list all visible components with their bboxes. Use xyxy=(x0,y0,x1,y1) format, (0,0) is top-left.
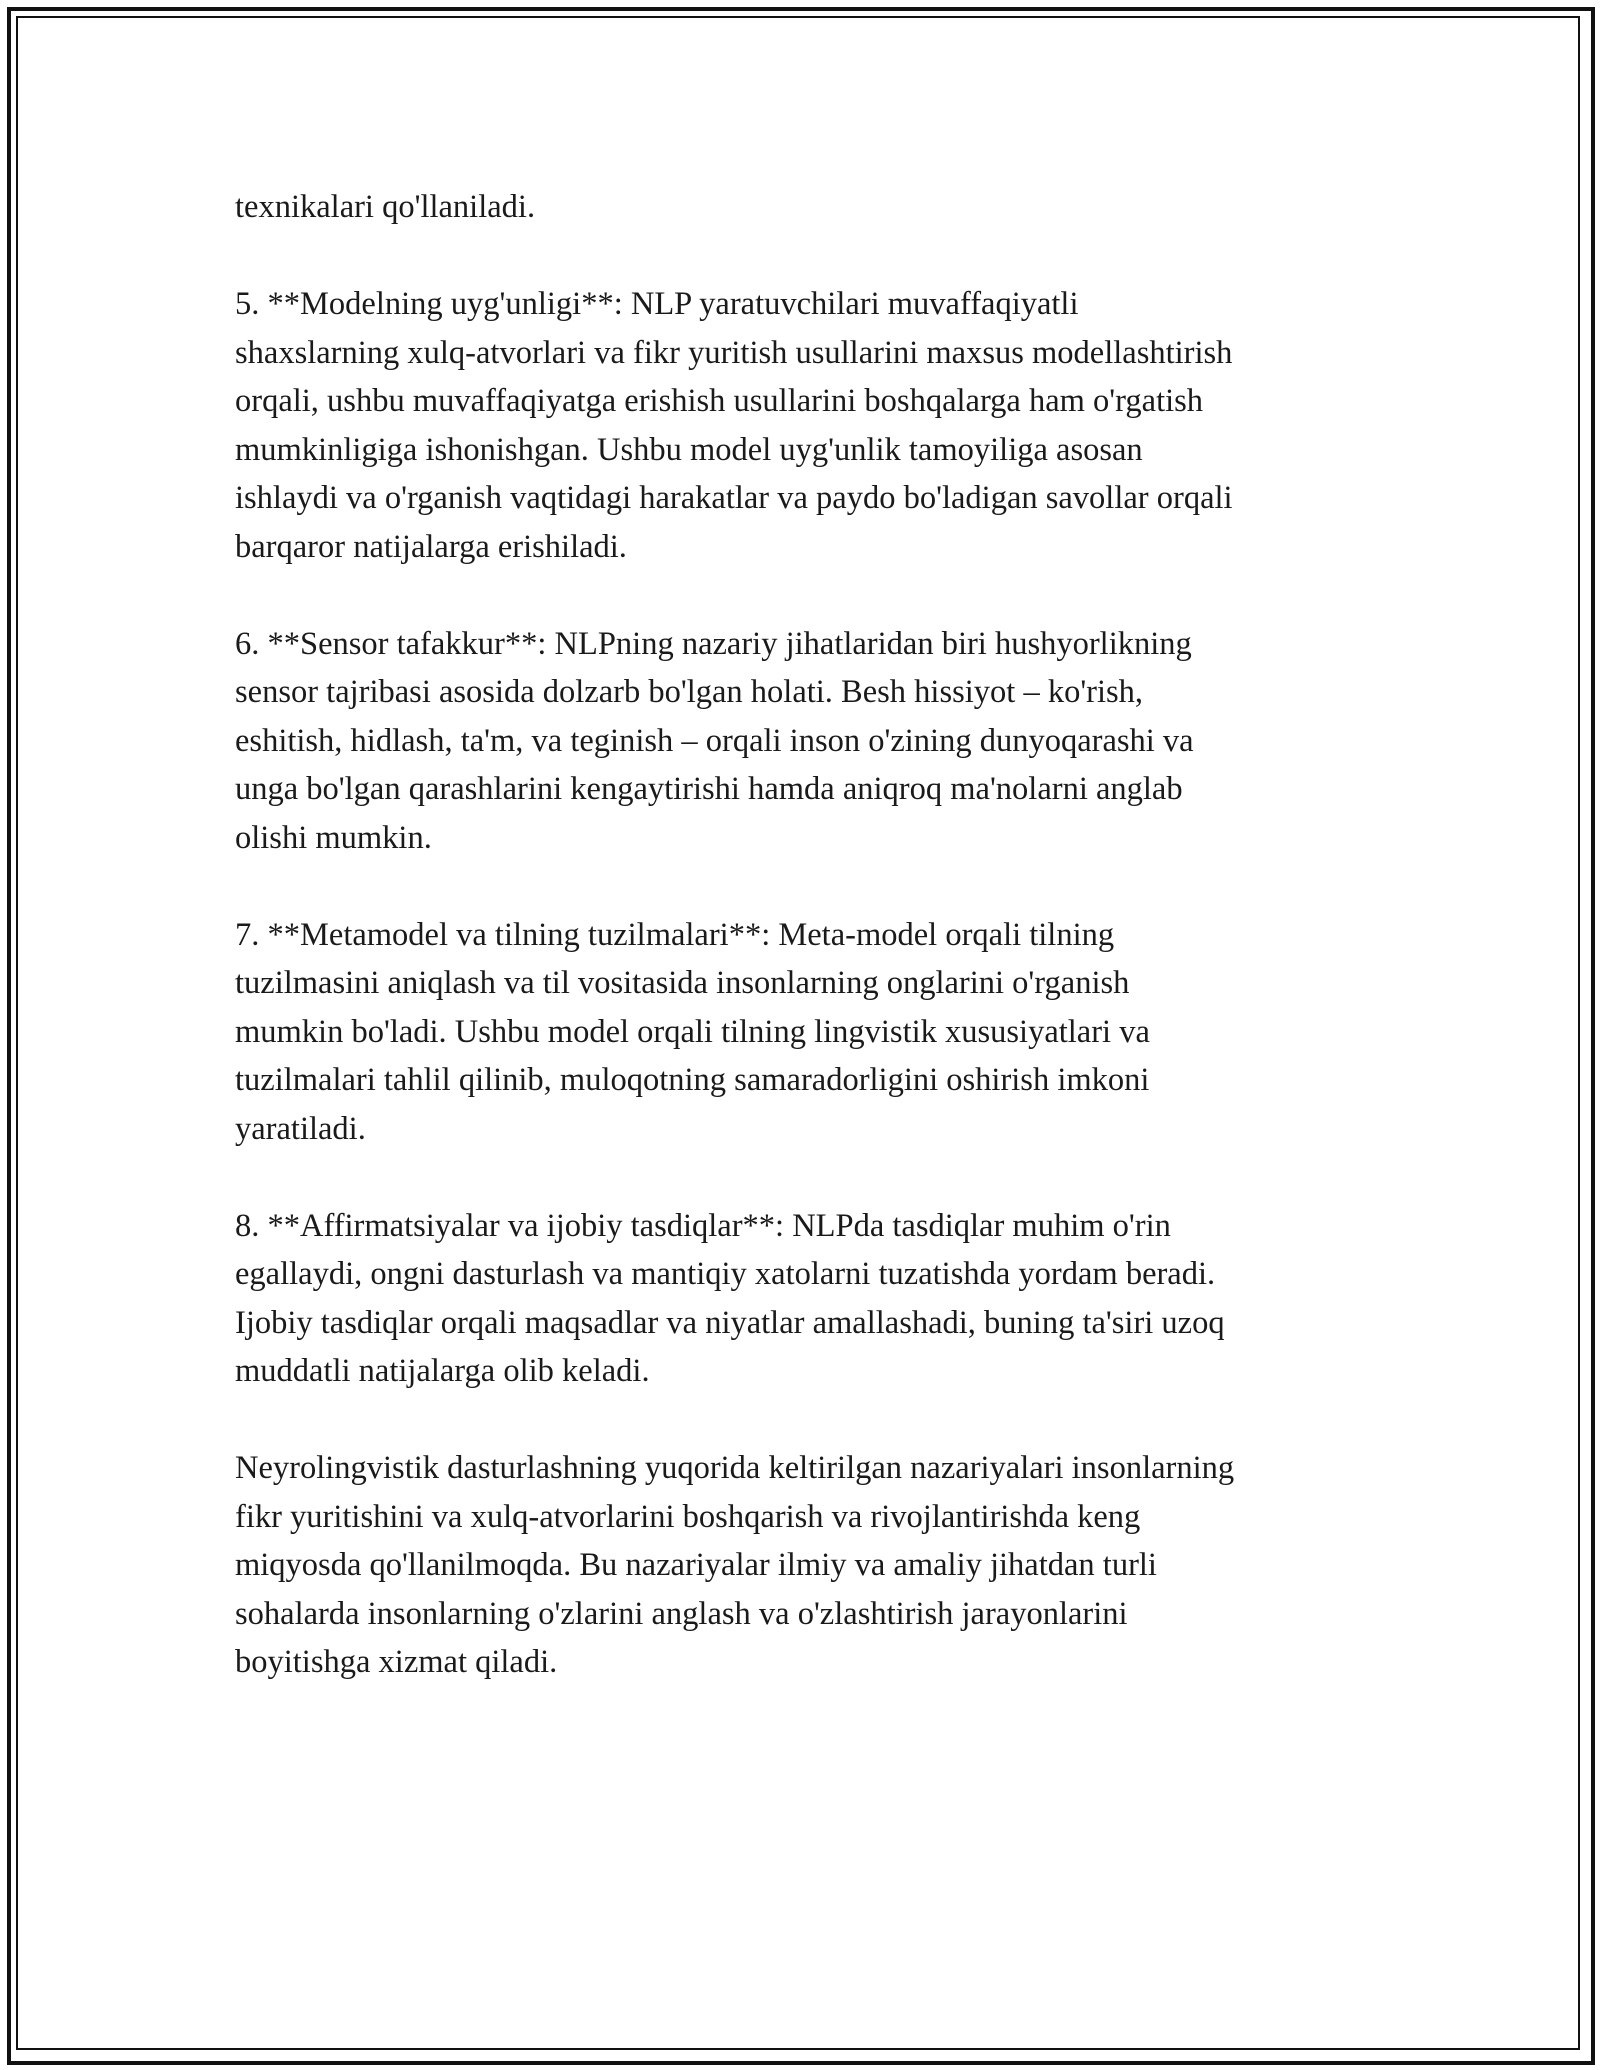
paragraph-item-7: 7. **Metamodel va tilning tuzilmalari**: Meta-model orqali tilning tuzilmasini aniqlash va til vositasida insonlarning onglarini o'rganish mumkin bo'ladi. Ushbu model orqali tilning lingvistik xususiyatlari va tuzilmalari tahlil qilinib, muloqotning samaradorligini oshirish imkoni yaratiladi. xyxy=(235,916,1150,1147)
paragraph-item-5: 5. **Modelning uyg'unligi**: NLP yaratuvchilari muvaffaqiyatli shaxslarning xulq-atvorlari va fikr yuritish usullarini maxsus modellashtirish orqali, ushbu muvaffaqiyatga erishish usullarini boshqalarga ham o'rgatish mumkinligiga ishonishgan. Ushbu model uyg'unlik tamoyiliga asosan ishlaydi va o'rganish vaqtidagi harakatlar va paydo bo'ladigan savollar orqali barqaror natijalarga erishiladi. xyxy=(235,286,1233,565)
paragraph-conclusion: Neyrolingvistik dasturlashning yuqorida keltirilgan nazariyalari insonlarning fikr yuritishini va xulq-atvorlarini boshqarish va rivojlantirishda keng miqyosda qo'llanilmoqda. Bu nazariyalar ilmiy va amaliy jihatdan turli sohalarda insonlarning o'zlarini anglash va o'zlashtirish jarayonlarini boyitishga xizmat qiladi. xyxy=(235,1450,1235,1680)
paragraph-item-8: 8. **Affirmatsiyalar va ijobiy tasdiqlar**: NLPda tasdiqlar muhim o'rin egallaydi, ongni dasturlash va mantiqiy xatolarni tuzatishda yordam beradi. Ijobiy tasdiqlar orqali maqsadlar va niyatlar amallashadi, buning ta'siri uzoq muddatli natijalarga olib keladi. xyxy=(235,1207,1225,1389)
paragraph-item-6: 6. **Sensor tafakkur**: NLPning nazariy jihatlaridan biri hushyorlikning sensor tajribasi asosida dolzarb bo'lgan holati. Besh hissiyot – ko'rish, eshitish, hidlash, ta'm, va teginish – orqali inson o'zining dunyoqarashi va unga bo'lgan qarashlarini kengaytirishi hamda aniqroq ma'nolarni anglab olishi mumkin. xyxy=(235,625,1194,856)
document-body xyxy=(235,183,1385,1735)
paragraph-continuation: texnikalari qo'llaniladi. xyxy=(235,189,536,225)
